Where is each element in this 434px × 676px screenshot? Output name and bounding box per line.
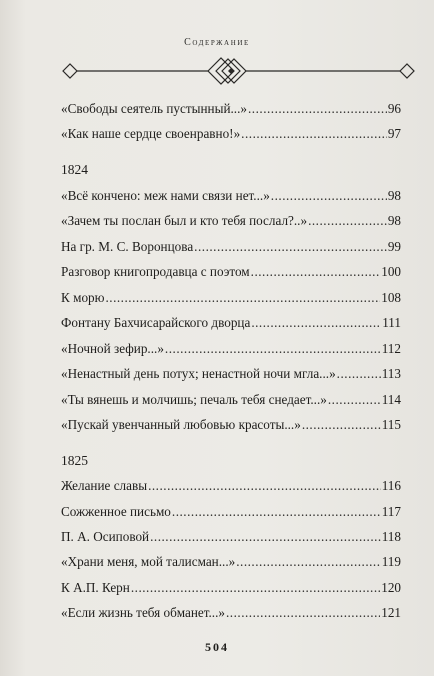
toc-entry: [61, 502, 401, 522]
toc-entry-title: «Ночной зефир...»: [61, 341, 164, 356]
leader-dots: [248, 99, 387, 119]
toc-entry-title: Сожженное письмо: [61, 504, 171, 519]
leader-dots: [236, 552, 380, 572]
toc-entry: [61, 262, 401, 282]
toc-entry: [61, 211, 401, 231]
toc-entry-page: 119: [381, 554, 401, 569]
toc-entry-title: К А.П. Керн: [61, 580, 130, 595]
toc-entry-title: «Свободы сеятель пустынный...»: [61, 101, 247, 116]
section-year: 1824: [61, 162, 88, 177]
toc-entry-page: 111: [382, 315, 401, 330]
toc-entry-page: 98: [387, 188, 401, 203]
toc-entry: [61, 186, 401, 206]
toc-entry-title: «Всё кончено: меж нами связи нет...»: [61, 188, 270, 203]
toc-entry-page: 117: [381, 504, 401, 519]
toc-entry-page: 108: [381, 290, 401, 305]
toc-entry-page: 98: [387, 213, 401, 228]
toc-entry: [61, 476, 401, 496]
toc-entry-title: Разговор книгопродавца с поэтом: [61, 264, 250, 279]
leader-dots: [337, 364, 381, 384]
leader-dots: [165, 339, 381, 359]
toc-entry: [61, 237, 401, 257]
toc-entry-page: 113: [381, 366, 401, 381]
leader-dots: [131, 578, 380, 598]
toc-entry-title: «Ненастный день потух; ненастной ночи мгла...»: [61, 366, 336, 381]
leader-dots: [241, 124, 387, 144]
toc-entry: [61, 364, 401, 384]
toc-entry: [61, 339, 401, 359]
leader-dots: [226, 603, 380, 623]
toc-entry-title: На гр. М. С. Воронцова: [61, 239, 194, 254]
toc-entry-page: 100: [381, 264, 401, 279]
leader-dots: [172, 502, 381, 522]
toc-entry-page: 116: [381, 478, 401, 493]
leader-dots: [251, 262, 381, 282]
toc-entry: [61, 527, 401, 547]
toc-entry: [61, 99, 401, 119]
leader-dots: [148, 476, 381, 496]
toc-entry-title: К морю: [61, 290, 105, 305]
toc-entry: [61, 603, 401, 623]
toc-entry-title: Фонтану Бахчисарайского дворца: [61, 315, 251, 330]
toc-entry-title: «Храни меня, мой талисман...»: [61, 554, 236, 569]
leader-dots: [328, 390, 381, 410]
leader-dots: [302, 415, 381, 435]
toc-entry-page: 114: [381, 392, 401, 407]
toc-entry-title: Желание славы: [61, 478, 148, 493]
toc-entry-title: «Зачем ты послан был и кто тебя послал?..»: [61, 213, 308, 228]
toc-entry: [61, 415, 401, 435]
toc-entry: [61, 313, 401, 333]
toc-entry-page: 115: [381, 417, 401, 432]
toc-entry-page: 121: [381, 605, 401, 620]
leader-dots: [251, 313, 381, 333]
leader-dots: [194, 237, 387, 257]
leader-dots: [105, 288, 380, 308]
toc-entry-title: «Ты вянешь и молчишь; печаль тебя снедает...»: [61, 392, 327, 407]
toc-entry-page: 112: [381, 341, 401, 356]
toc-entry: [61, 552, 401, 572]
toc-entry-page: 120: [381, 580, 401, 595]
toc-entry-page: 96: [387, 101, 401, 116]
leader-dots: [271, 186, 387, 206]
page-number: 504: [205, 640, 229, 654]
toc-entry-title: «Как наше сердце своенравно!»: [61, 126, 241, 141]
toc-entry-page: 97: [387, 126, 401, 141]
running-header: Содержание: [184, 37, 250, 48]
toc-entry: [61, 390, 401, 410]
toc-entry: [61, 578, 401, 598]
toc-entry-title: «Если жизнь тебя обманет...»: [61, 605, 225, 620]
toc-entry: [61, 288, 401, 308]
toc-entry-title: П. А. Осиповой: [61, 529, 150, 544]
leader-dots: [150, 527, 381, 547]
toc-entry-title: «Пускай увенчанный любовью красоты...»: [61, 417, 301, 432]
section-year: 1825: [61, 453, 88, 468]
toc-entry-page: 118: [381, 529, 401, 544]
toc-entry: [61, 124, 401, 144]
leader-dots: [308, 211, 387, 231]
toc-entry-page: 99: [387, 239, 401, 254]
ornament-divider-icon: [60, 56, 415, 86]
